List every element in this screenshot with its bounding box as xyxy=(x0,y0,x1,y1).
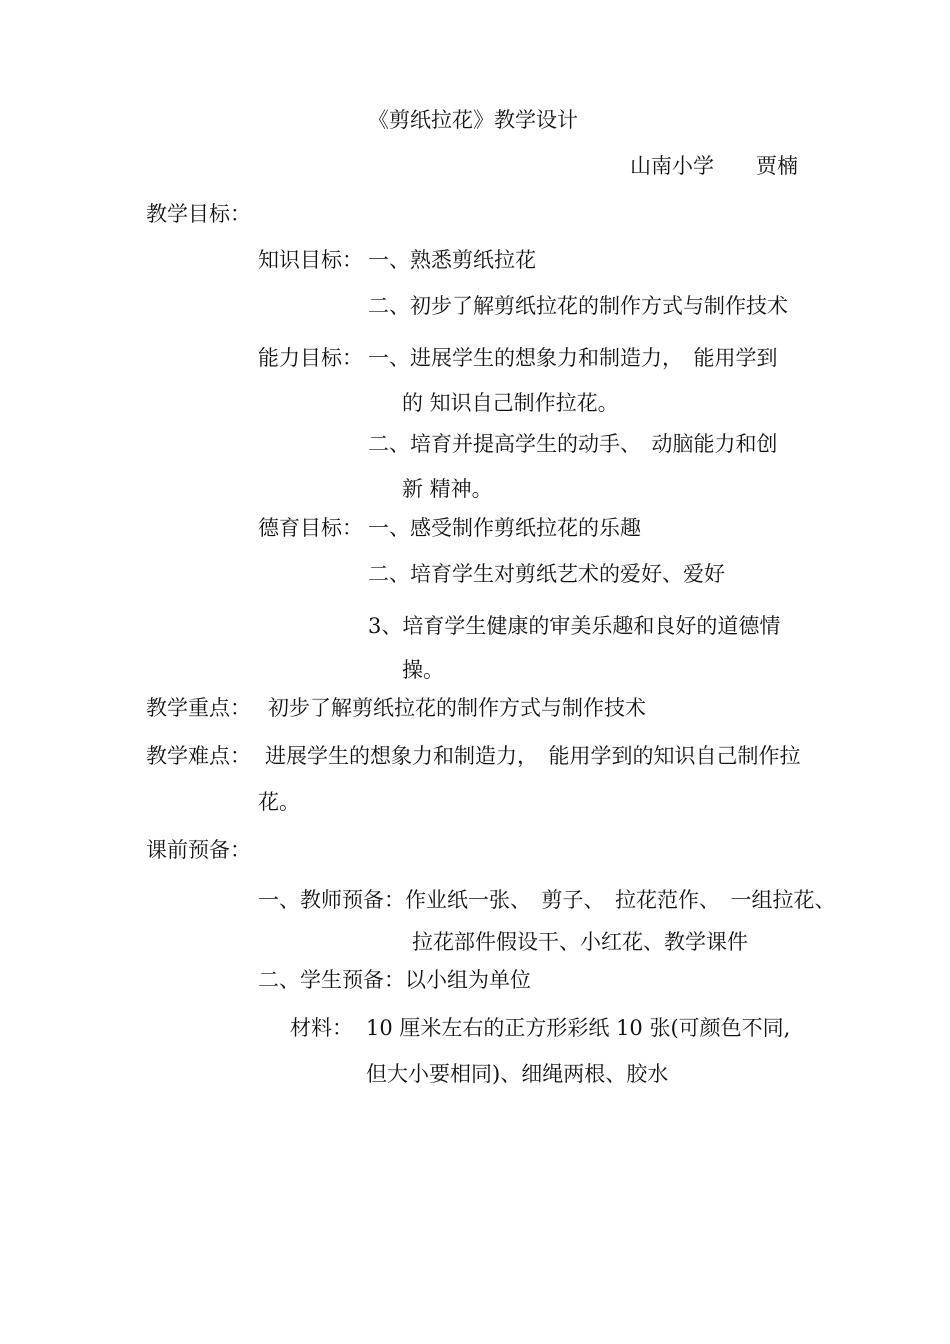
knowledge-item-1: 一、熟悉剪纸拉花 xyxy=(368,248,536,272)
moral-item-2: 二、培育学生对剪纸艺术的爱好、爱好 xyxy=(368,562,725,586)
knowledge-label: 知识目标： xyxy=(258,248,363,272)
moral-item-1: 一、感受制作剪纸拉花的乐趣 xyxy=(368,516,641,540)
difficulty-text-line-2: 花。 xyxy=(258,790,300,814)
teacher-prep-label: 一、教师预备： xyxy=(258,888,405,912)
ability-item-2-line-1: 二、培育并提高学生的动手、 动脑能力和创 xyxy=(368,432,778,456)
document-title: 《剪纸拉花》教学设计 xyxy=(368,108,578,132)
materials-line-1: 10 厘米左右的正方形彩纸 10 张(可颜色不同, xyxy=(366,1016,791,1040)
moral-item-3-line-1: 3、培育学生健康的审美乐趣和良好的道德情 xyxy=(368,614,781,638)
key-point-text: 初步了解剪纸拉花的制作方式与制作技术 xyxy=(268,696,646,720)
key-point-label: 教学重点： xyxy=(146,696,251,720)
materials-label: 材料： xyxy=(290,1016,353,1040)
difficulty-label: 教学难点： xyxy=(146,744,251,768)
preparation-heading: 课前预备： xyxy=(146,838,251,862)
author-line: 山南小学 贾楠 xyxy=(630,154,798,178)
ability-item-1-line-2: 的 知识自己制作拉花。 xyxy=(402,391,619,415)
student-prep-line: 二、学生预备：以小组为单位 xyxy=(258,968,531,992)
materials-line-2: 但大小要相同)、细绳两根、胶水 xyxy=(366,1062,669,1086)
ability-label: 能力目标： xyxy=(258,346,363,370)
knowledge-item-2: 二、初步了解剪纸拉花的制作方式与制作技术 xyxy=(368,294,788,318)
moral-label: 德育目标： xyxy=(258,516,363,540)
teacher-prep-line-2: 拉花部件假设干、小红花、教学课件 xyxy=(412,930,748,954)
teacher-prep-line-1: 作业纸一张、 剪子、 拉花范作、 一组拉花、 xyxy=(405,888,836,912)
ability-item-2-line-2: 新 精神。 xyxy=(402,477,493,501)
moral-item-3-line-2: 操。 xyxy=(402,658,444,682)
ability-item-1-line-1: 一、进展学生的想象力和制造力， 能用学到 xyxy=(368,346,778,370)
difficulty-text-line-1: 进展学生的想象力和制造力， 能用学到的知识自己制作拉 xyxy=(265,744,801,768)
objectives-heading: 教学目标： xyxy=(146,202,251,226)
